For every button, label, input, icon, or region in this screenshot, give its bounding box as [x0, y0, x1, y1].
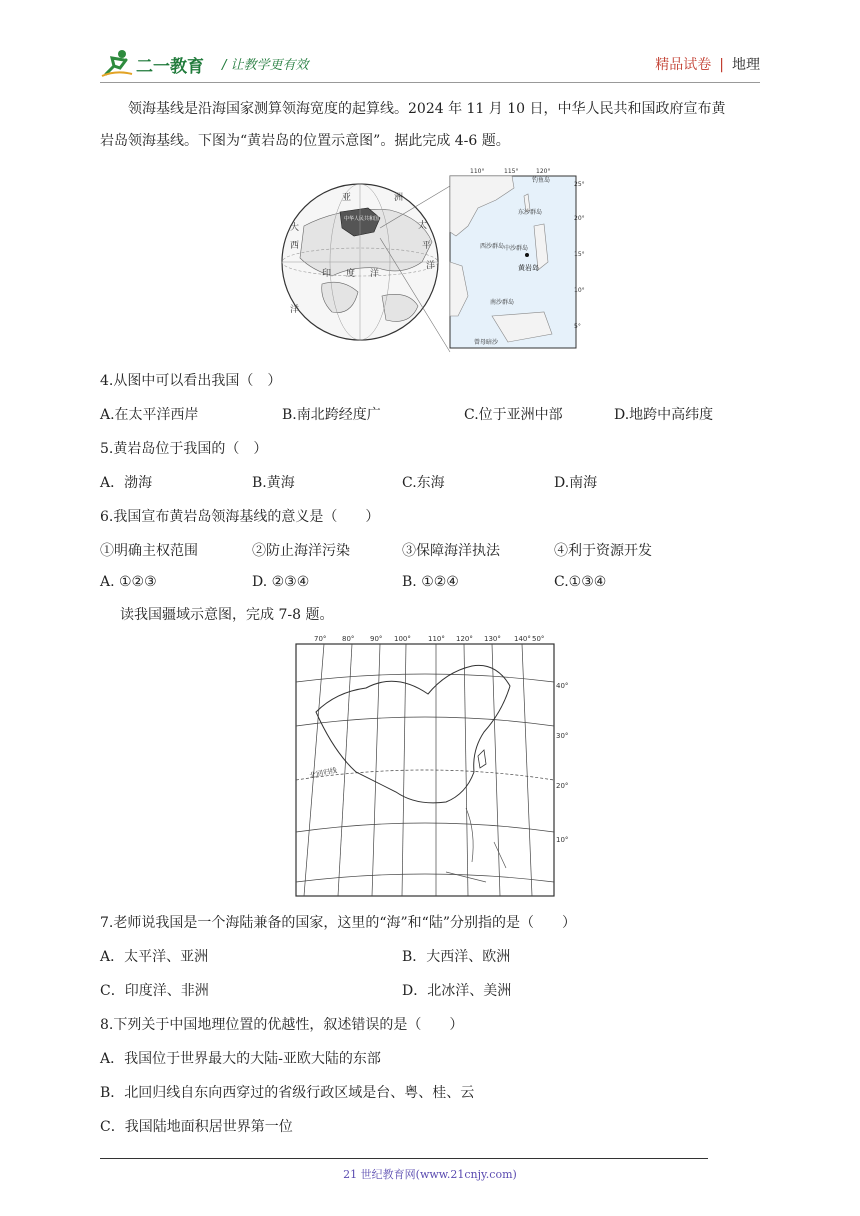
south-china-sea-inset: [450, 168, 585, 348]
q4-option: A.在太平洋西岸: [100, 407, 199, 423]
detail-right-tick: 25°: [574, 181, 585, 188]
globe-label: 度: [346, 269, 356, 279]
map2-right-tick: 20°: [556, 782, 569, 790]
globe-label: 洋: [426, 261, 436, 271]
footer-text: 21 世纪教育网(www.21cnjy.com): [343, 1168, 517, 1181]
header-separator: |: [719, 57, 724, 73]
q8-option: A．我国位于世界最大的大陆-亚欧大陆的东部: [100, 1051, 381, 1067]
header-slogan: / 让教学更有效: [222, 58, 309, 73]
detail-right-tick: 15°: [574, 251, 585, 258]
globe-label: 大: [290, 223, 300, 233]
globe: [282, 184, 450, 352]
q6-item: ④利于资源开发: [554, 543, 652, 559]
q6-option: B. ①②④: [402, 574, 459, 590]
territory-map-figure: [296, 632, 580, 898]
detail-top-tick: 120°: [536, 168, 551, 175]
q6-option: A. ①②③: [100, 574, 157, 590]
intro2: 读我国疆域示意图，完成 7-8 题。: [120, 607, 334, 623]
map2-top-tick: 140°: [514, 635, 531, 643]
globe-and-detail-figure: [282, 166, 585, 352]
map2-top-tick: 120°: [456, 635, 473, 643]
map2-right-tick: 30°: [556, 732, 569, 740]
map2-top-tick: 70°: [314, 635, 327, 643]
intro-line-1: 领海基线是沿海国家测算领海宽度的起算线。2024 年 11 月 10 日，中华人民共和国政府宣布黄: [128, 101, 726, 117]
q5-option: B.黄海: [252, 475, 295, 491]
header-divider: [100, 82, 760, 83]
place-label: 中沙群岛: [504, 245, 529, 252]
tropic-label: 北回归线: [308, 766, 338, 780]
header-tag: 精品试卷: [655, 57, 712, 73]
place-label: 西沙群岛: [480, 243, 505, 250]
q5-stem: 5.黄岩岛位于我国的（ ）: [100, 441, 268, 457]
globe-label: 亚: [342, 193, 352, 203]
page-header: [100, 42, 760, 82]
map2-top-tick: 130°: [484, 635, 501, 643]
q5-option: C.东海: [402, 475, 445, 491]
map2-top-tick: 80°: [342, 635, 355, 643]
globe-label: 洋: [370, 269, 380, 279]
detail-right-tick: 20°: [574, 215, 585, 222]
logo: [100, 48, 240, 78]
q4-option: D.地跨中高纬度: [614, 407, 714, 423]
globe-label: 西: [290, 241, 300, 251]
q4-option: B.南北跨经度广: [282, 407, 381, 423]
q7-option: C．印度洋、非洲: [100, 983, 209, 999]
runner-logo-icon: [100, 48, 134, 78]
place-label-huangyan: 黄岩岛: [518, 264, 539, 272]
q7-option: D．北冰洋、美洲: [402, 983, 512, 999]
logo-text: 二一教育: [136, 57, 204, 77]
map2-right-tick: 10°: [556, 836, 569, 844]
detail-top-tick: 110°: [470, 168, 485, 175]
globe-label: 印: [322, 269, 332, 279]
detail-right-tick: 5°: [574, 323, 581, 330]
map2-top-tick: 110°: [428, 635, 445, 643]
detail-top-tick: 115°: [504, 168, 519, 175]
huangyan-location-map: [282, 166, 585, 352]
footer-divider: [100, 1158, 708, 1159]
q8-option: B．北回归线自东向西穿过的省级行政区域是台、粤、桂、云: [100, 1085, 475, 1101]
q6-stem: 6.我国宣布黄岩岛领海基线的意义是（ ）: [100, 509, 380, 525]
q6-item: ②防止海洋污染: [252, 543, 350, 559]
intro-line-2: 岩岛领海基线。下图为“黄岩岛的位置示意图”。据此完成 4-6 题。: [100, 133, 510, 149]
territory-map: [296, 632, 580, 898]
q7-option: A．太平洋、亚洲: [100, 949, 209, 965]
q4-option: C.位于亚洲中部: [464, 407, 563, 423]
place-label: 东沙群岛: [518, 209, 543, 216]
q8-option: C．我国陆地面积居世界第一位: [100, 1119, 293, 1135]
q5-option: A．渤海: [100, 475, 153, 491]
q6-item: ①明确主权范围: [100, 543, 198, 559]
q6-option: C.①③④: [554, 574, 607, 590]
place-label: 钓鱼岛: [532, 177, 551, 184]
q4-stem: 4.从图中可以看出我国（ ）: [100, 373, 282, 389]
q8-stem: 8.下列关于中国地理位置的优越性，叙述错误的是（ ）: [100, 1017, 464, 1033]
header-subject: 地理: [732, 57, 760, 73]
q6-item: ③保障海洋执法: [402, 543, 500, 559]
globe-label: 洲: [394, 193, 404, 203]
map2-top-tick: 90°: [370, 635, 383, 643]
place-label: 南沙群岛: [490, 299, 515, 306]
globe-label: 太: [418, 221, 428, 231]
place-label: 曾母暗沙: [474, 339, 499, 346]
globe-label: 洋: [290, 305, 300, 315]
header-right: [655, 54, 760, 74]
globe-label: 平: [422, 241, 432, 251]
china-label: 中华人民共和国: [344, 216, 380, 222]
q5-option: D.南海: [554, 475, 598, 491]
q7-stem: 7.老师说我国是一个海陆兼备的国家，这里的“海”和“陆”分别指的是（ ）: [100, 915, 576, 931]
q7-option: B．大西洋、欧洲: [402, 949, 511, 965]
map2-right-tick: 40°: [556, 682, 569, 690]
map2-top-tick: 50°: [532, 635, 545, 643]
map2-top-tick: 100°: [394, 635, 411, 643]
detail-right-tick: 10°: [574, 287, 585, 294]
q6-option: D. ②③④: [252, 574, 310, 590]
